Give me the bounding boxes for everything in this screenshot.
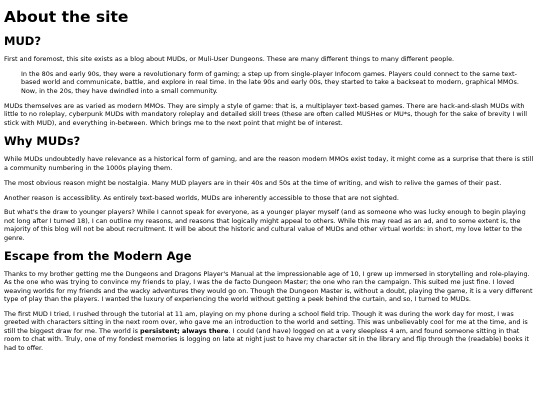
- escape-paragraph-1: Thanks to my brother getting me the Dungeons and Dragons Player's Manual at the impressionable age of 10, I grew up immersed in storytelling and role-playing. As the one who was trying to convince my friends to play, I was the de facto Dungeon Master; the one who ran the campaign. This suited me just fine. I loved weaving worlds for my friends and the wacky adventures they would go on. Though the Dungeon Master is, without a doubt, playing the game, it is a very different type of play than the players. I wanted the luxury of experiencing the world without getting a peek behind the curtain, and so, I turned to MUDs.: [4, 270, 533, 304]
- page-title: About the site: [4, 8, 129, 26]
- emphasis-persistent: persistent; always there: [140, 326, 229, 335]
- why-paragraph-4: But what's the draw to younger players? While I cannot speak for everyone, as a younger player myself (and as someone who was lucky enough to begin playing not long after I turned 18), I can outline my reasons, and reasons that logically might appeal to others. While this may read as an ad, and to some extent is, the majority of this blog will not be about recruitment. It will be about the historic and cultural value of MUDs and other virtual worlds: in short, my love letter to the genre.: [4, 208, 526, 242]
- escape-paragraph-2: [4, 310, 536, 352]
- escape-paragraph-2-start: The first MUD I tried, I rushed through the tutorial at 11 am, playing on my phone during a school field trip. Though it was during the work day for most, I was greeted with characters sitting in the next room over, who gave me an introduction to the world and setting. This was unbelievably cool for me at the time, and is still the biggest draw for me. The world is: [4, 310, 528, 335]
- section-heading-escape: Escape from the Modern Age: [4, 248, 192, 263]
- why-paragraph-3: Another reason is accessiblity. As entirely text-based worlds, MUDs are inherently accessible to those that are not sighted.: [4, 193, 399, 202]
- escape-paragraph-2-end: . I could (and have) logged on at a very sleepless 4 am, and found someone sitting in that room to chat with. Truly, one of my fondest memories is logging on late at night just to have my character sit in the library and flip through the (readable) books it had to offer.: [4, 326, 529, 352]
- why-paragraph-1: While MUDs undoubtedly have relevance as a historical form of gaming, and are the reason modern MMOs exist today, it might come as a surprise that there is still a community numbering in the 1000s playing them.: [4, 155, 534, 172]
- section-heading-why: Why MUDs?: [4, 134, 81, 149]
- mud-paragraph-1: First and foremost, this site exists as a blog about MUDs, or Muli-User Dungeons. These are many different things to many different people.: [4, 55, 455, 64]
- mud-paragraph-2: MUDs themselves are as varied as modern MMOs. They are simply a style of game: that is, a multiplayer text-based games. There are hack-and-slash MUDs with little to no roleplay, cyberpunk MUDs with mandatory roleplay and detailed skill trees (these are often called MUSHes or MU*s, though for the sake of brevity I will stick with MUD), and everything in-between. Which brings me to the next point that might be of interest.: [4, 102, 528, 127]
- why-paragraph-2: The most obvious reason might be nostalgia. Many MUD players are in their 40s and 50s at the time of writing, and wish to relive the games of their past.: [4, 178, 502, 187]
- section-heading-mud: MUD?: [4, 33, 41, 48]
- mud-history-quote: In the 80s and early 90s, they were a revolutionary form of gaming; a step up from single-player Infocom games. Players could connect to the same text-based world and communicate, battle, and explore in real time. In the late 90s and early 00s, they started to take a backseat to modern, graphical MMOs. Now, in the 20s, they have dwindled into a small community.: [21, 69, 519, 95]
